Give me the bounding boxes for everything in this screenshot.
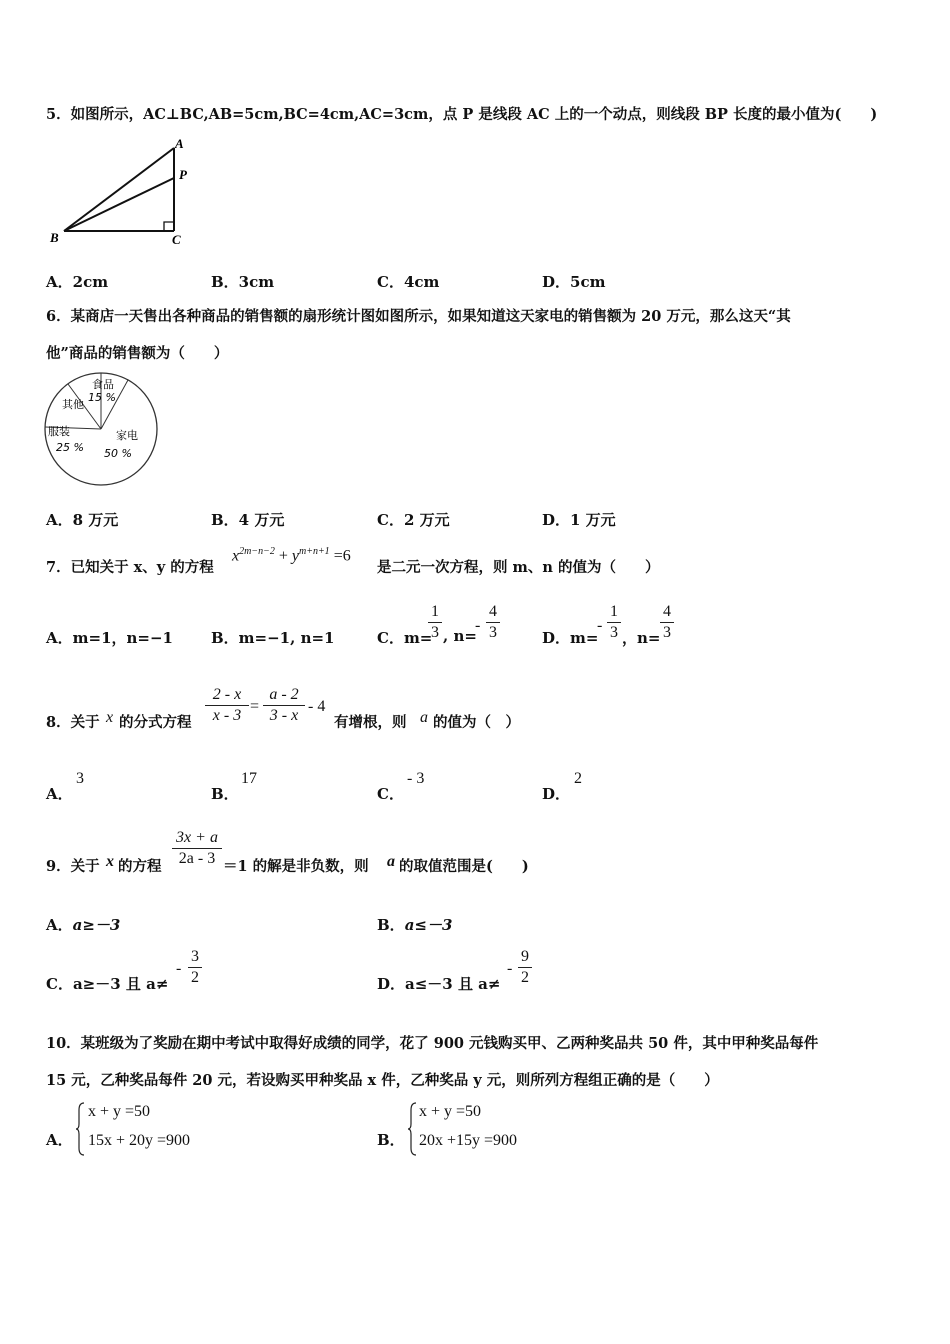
q7-stem-prefix: 7．已知关于 x、y 的方程 (46, 559, 214, 576)
q8-stem-mid: 的分式方程 (119, 714, 192, 731)
q9-c-fraction: 3 2 (188, 948, 202, 987)
q7-exp2: m+n+1 (298, 546, 330, 557)
q8-option-d[interactable]: D． (542, 785, 571, 803)
q10-b-brace (408, 1102, 418, 1156)
q7-c-fraction-m: 1 3 (428, 603, 442, 642)
q6-pie-chart (42, 372, 164, 492)
q5-option-a[interactable]: A．2cm (46, 273, 109, 291)
q5-option-b[interactable]: B．3cm (211, 273, 275, 291)
q9-fraction: 3x + a 2a - 3 (172, 829, 222, 868)
q6-stem-line1: 6．某商店一天售出各种商品的销售额的扇形统计图如图所示，如果知道这天家电的销售额为 20 万元，那么这天“其 (46, 308, 791, 325)
q7-option-d[interactable]: D．m= (542, 629, 599, 647)
pie-label-other: 其他 (62, 398, 84, 411)
q9-d-minus: - (507, 960, 513, 977)
pie-pct-clothing: 25 % (56, 441, 84, 454)
q5-label-b: B (50, 230, 59, 245)
q10-b-eq2: 20x +15y =900 (419, 1132, 518, 1149)
q7-c-minus: - (475, 617, 481, 634)
q8-option-d-value: 2 (574, 770, 582, 787)
q8-var-x: x (106, 709, 114, 726)
q9-option-d[interactable]: D．a≤－3 且 a≠ (377, 975, 501, 993)
q9-stem-mid: 的方程 (118, 858, 162, 875)
q7-d-minus: - (597, 617, 603, 634)
q5-label-p: P (179, 167, 187, 182)
q7-option-a[interactable]: A．m=1，n=−1 (46, 629, 173, 647)
q6-option-b[interactable]: B．4 万元 (211, 511, 285, 529)
q10-a-eq1: x + y =50 (88, 1103, 151, 1120)
q8-stem-prefix: 8．关于 (46, 714, 100, 731)
q5-option-d[interactable]: D．5cm (542, 273, 606, 291)
pie-label-clothing: 服装 (48, 425, 70, 438)
q7-eq-rest: =6 (333, 547, 351, 565)
q5-option-c[interactable]: C．4cm (377, 273, 440, 291)
q8-stem-suffix: 有增根，则 (334, 714, 407, 731)
q6-option-c[interactable]: C．2 万元 (377, 511, 450, 529)
q9-stem-suffix2: 的取值范围是( ) (399, 858, 529, 875)
q8-rhs-tail: - 4 (308, 698, 326, 715)
q8-option-c-value: - 3 (407, 770, 425, 787)
q6-stem-line2: 他”商品的销售额为（ ） (46, 345, 229, 362)
q9-option-c[interactable]: C．a≥－3 且 a≠ (46, 975, 169, 993)
q10-b-eq1: x + y =50 (419, 1103, 482, 1120)
q10-a-brace (76, 1102, 86, 1156)
q8-lhs-fraction: 2 - x x - 3 (205, 686, 249, 725)
q7-c-fraction-n: 4 3 (486, 603, 500, 642)
q8-option-a-value: 3 (76, 770, 84, 787)
q6-option-d[interactable]: D．1 万元 (542, 511, 616, 529)
q7-c-mid: , n= (443, 627, 477, 645)
q7-equation: $x^{2m-n-2} + y^{m+n+1} =6$ (232, 546, 351, 565)
q7-d-mid: ，n= (622, 629, 661, 647)
q8-option-b[interactable]: B． (211, 785, 239, 803)
q9-var-x: x (106, 853, 114, 870)
pie-pct-appliance: 50 % (104, 447, 132, 460)
q10-stem-line2: 15 元，乙种奖品每件 20 元，若设购买甲种奖品 x 件，乙种奖品 y 元，则所列方程组正确的是（ ） (46, 1072, 719, 1089)
pie-pct-food: 15 % (88, 391, 116, 404)
q7-d-fraction-m: 1 3 (607, 603, 621, 642)
q5-label-a: A (175, 136, 184, 151)
q5-label-c: C (172, 232, 181, 247)
q7-exp1: 2m−n−2 (239, 546, 275, 557)
q8-equals: = (250, 698, 260, 715)
q8-stem-suffix2: 的值为（ ） (433, 714, 520, 731)
q9-d-fraction: 9 2 (518, 948, 532, 987)
q10-option-a[interactable]: A． (46, 1131, 73, 1149)
q5-stem: 5．如图所示，AC⊥BC,AB=5cm,BC=4cm,AC=3cm，点 P 是线段 AC 上的一个动点，则线段 BP 长度的最小值为( ) (46, 106, 878, 123)
q8-option-c[interactable]: C． (377, 785, 404, 803)
q9-option-a[interactable]: A．a≥－3 (46, 916, 121, 934)
q6-option-a[interactable]: A．8 万元 (46, 511, 119, 529)
q7-stem-suffix: 是二元一次方程，则 m、n 的值为（ ） (377, 559, 660, 576)
pie-label-appliance: 家电 (116, 429, 138, 442)
q7-option-c[interactable]: C．m= (377, 629, 433, 647)
q5-triangle-figure (44, 134, 204, 249)
q8-option-a[interactable]: A． (46, 785, 73, 803)
q9-var-a: a (387, 853, 395, 870)
q9-c-minus: - (176, 960, 182, 977)
q8-rhs-fraction: a - 2 3 - x (263, 686, 305, 725)
q9-stem-suffix: ＝1 的解是非负数，则 (223, 858, 369, 875)
q8-var-a: a (420, 709, 428, 726)
q9-stem-prefix: 9．关于 (46, 858, 100, 875)
q7-d-fraction-n: 4 3 (660, 603, 674, 642)
q8-option-b-value: 17 (241, 770, 257, 787)
q10-stem-line1: 10．某班级为了奖励在期中考试中取得好成绩的同学，花了 900 元钱购买甲、乙两种奖品共 50 件，其中甲种奖品每件 (46, 1035, 819, 1052)
q10-option-b[interactable]: B． (377, 1131, 405, 1149)
q7-option-b[interactable]: B．m=−1, n=1 (211, 629, 335, 647)
q10-a-eq2: 15x + 20y =900 (88, 1132, 191, 1149)
pie-label-food: 食品 (92, 378, 114, 391)
q9-option-b[interactable]: B．a≤－3 (377, 916, 453, 934)
